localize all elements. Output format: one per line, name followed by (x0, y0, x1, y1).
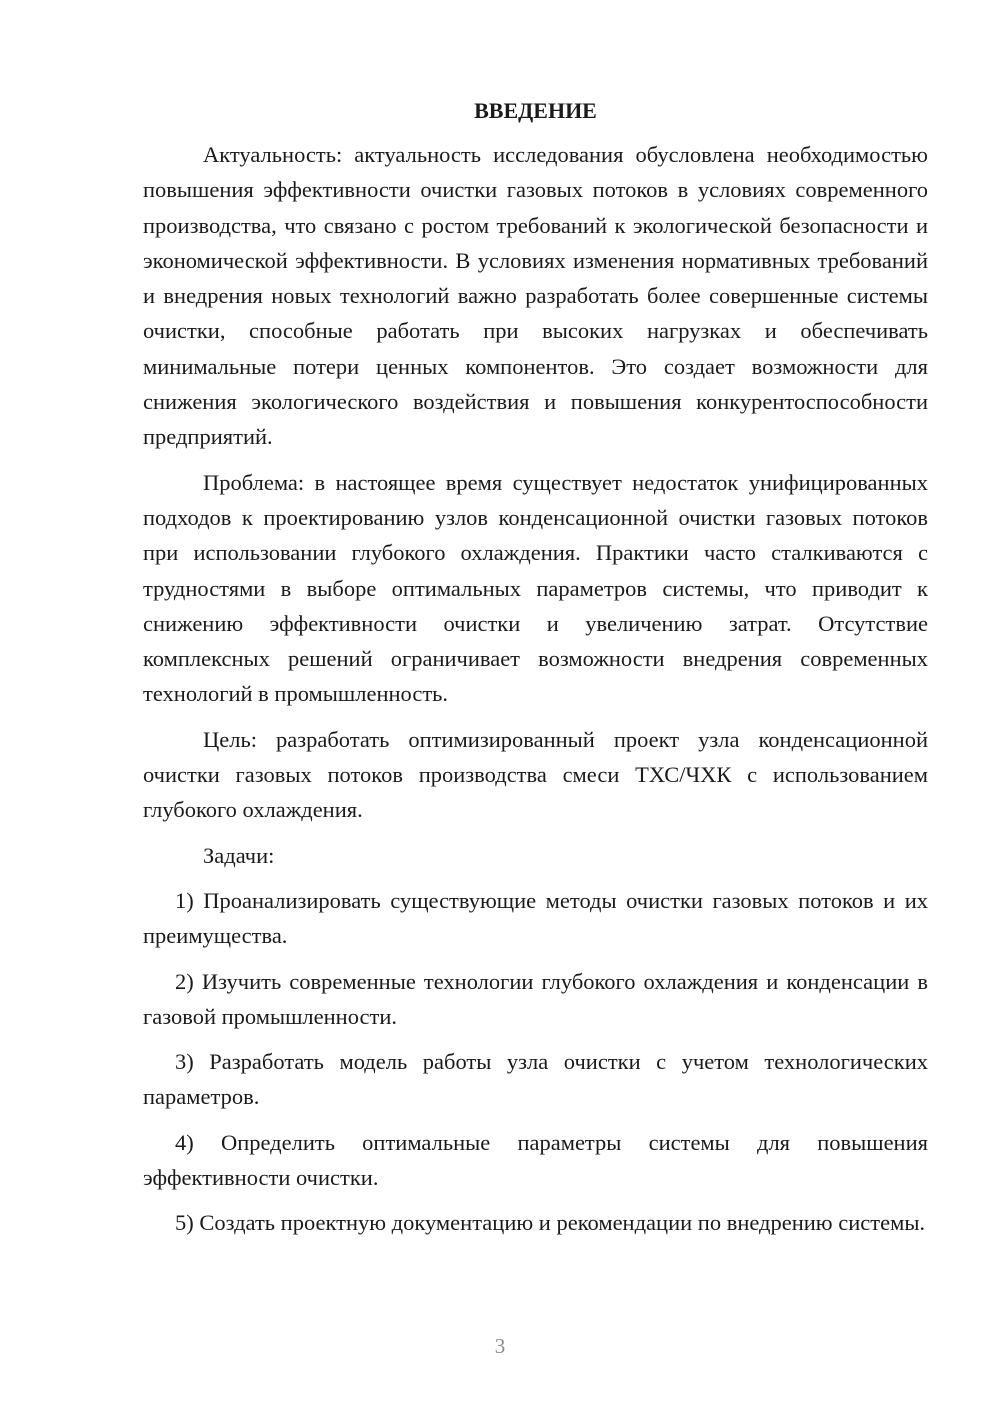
task-item-4: 4) Определить оптимальные параметры системы для повышения эффективности очистки. (143, 1129, 928, 1191)
task-item-2: 2) Изучить современные технологии глубокого охлаждения и конденсации в газовой промышленности. (143, 968, 928, 1029)
document-page (143, 97, 928, 1251)
task-item-5: 5) Создать проектную документацию и рекомендации по внедрению системы. (175, 1210, 926, 1236)
task-item-1: 1) Проанализировать существующие методы очистки газовых потоков и их преимущества. (143, 887, 928, 949)
paragraph-relevance: Актуальность: актуальность исследования обусловлена необходимостью повышения эффективности очистки газовых потоков в условиях современного производства, что связано с ростом требований к экологической безопасности и экономической эффективности. В условиях изменения нормативных требований и внедрения новых технологий важно разработать более совершенные системы очистки, способные работать при высоких нагрузках и обеспечивать минимальные потери ценных компонентов. Это создает возможности для снижения экологического воздействия и повышения конкурентоспособности предприятий. (143, 142, 928, 450)
paragraph-problem: Проблема: в настоящее время существует недостаток унифицированных подходов к проектированию узлов конденсационной очистки газовых потоков при использовании глубокого охлаждения. Практики часто сталкиваются с трудностями в выборе оптимальных параметров системы, что приводит к снижению эффективности очистки и увеличению затрат. Отсутствие комплексных решений ограничивает возможности внедрения современных технологий в промышленность. (143, 469, 928, 707)
task-item-3: 3) Разработать модель работы узла очистки с учетом технологических параметров. (143, 1049, 928, 1110)
page-title: ВВЕДЕНИЕ (474, 98, 597, 123)
paragraph-goal: Цель: разработать оптимизированный проект узла конденсационной очистки газовых потоков производства смеси ТХС/ЧХК с использованием глубокого охлаждения. (143, 726, 928, 823)
tasks-label: Задачи: (203, 842, 275, 868)
page-number: 3 (494, 1334, 506, 1358)
